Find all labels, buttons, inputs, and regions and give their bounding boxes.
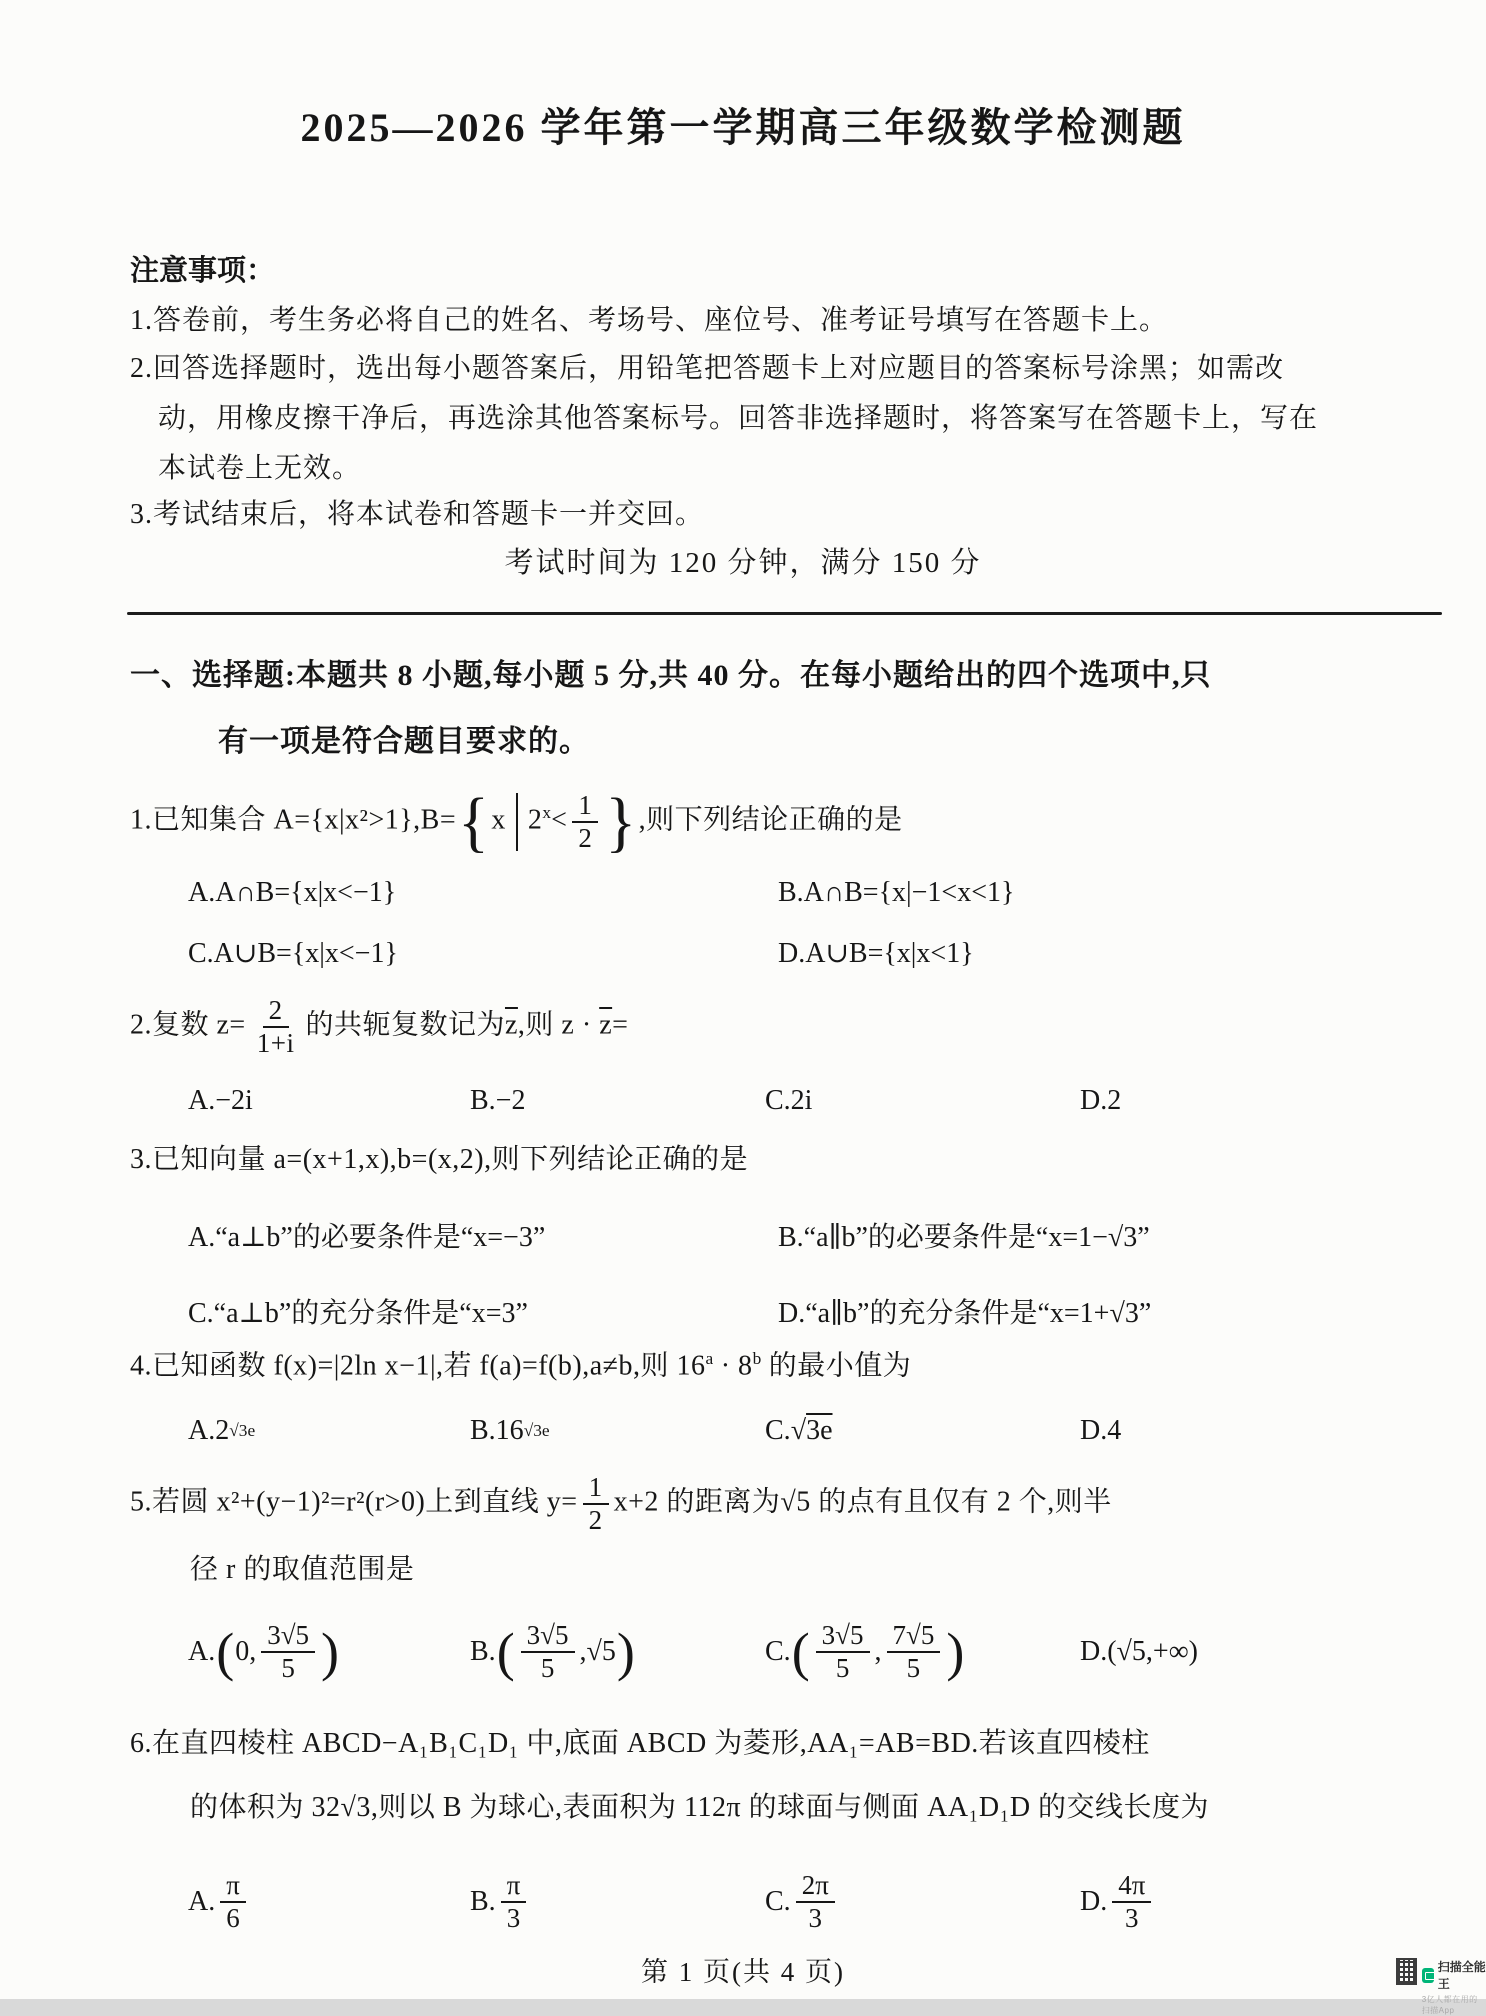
question-5-options-row	[0, 1600, 1486, 1704]
question-4-stem: 4.已知函数 f(x)=|2ln x−1|,若 f(a)=f(b),a≠b,则 $16^a \cdot 8^b$ 的最小值为	[130, 1349, 912, 1382]
question-6-stem-line1: 6.在直四棱柱 ABCD−A₁B₁C₁D₁ 中,底面 ABCD 为菱形,AA₁=AB=BD.若该直四棱柱	[130, 1728, 1150, 1759]
q5-option-d: D. (√5,+∞)	[1080, 1636, 1199, 1667]
q4-option-a: A.2 √3e	[188, 1415, 256, 1446]
notice-item-1: 1.答卷前，考生务必将自己的姓名、考场号、座位号、准考证号填写在答题卡上。	[130, 305, 1169, 336]
q2-option-c: C.2i	[765, 1085, 813, 1116]
question-6-stem-line2: 的体积为 32√3,则以 B 为球心,表面积为 112π 的球面与侧面 AA₁D₁D 的交线长度为	[190, 1792, 1210, 1823]
question-4-options-row	[0, 1408, 1486, 1454]
fraction: $\frac{1}{2}$	[572, 790, 598, 854]
z-conjugate: $\overline{z}$	[599, 1009, 613, 1041]
page-footer: 第 1 页(共 4 页)	[641, 1957, 845, 1987]
question-1-options-row-2	[0, 930, 1486, 976]
question-3-options-row-1	[0, 1212, 1486, 1258]
notice-heading: 注意事项：	[130, 255, 276, 287]
page-title: 2025—2026 学年第一学期高三年级数学检测题	[300, 105, 1186, 150]
camscanner-watermark	[1396, 1958, 1486, 2016]
question-3-options-row-2	[0, 1288, 1486, 1334]
z-conjugate: $\overline{z}$	[504, 1009, 518, 1041]
question-6-options-row	[0, 1850, 1486, 1954]
left-brace: {	[458, 784, 490, 860]
question-1-options-row-1	[0, 870, 1486, 916]
question-5-stem-line2: 径 r 的取值范围是	[190, 1554, 415, 1585]
fraction: $\frac{1}{2}$	[583, 1472, 609, 1536]
notice-item-2: 2.回答选择题时，选出每小题答案后，用铅笔把答题卡上对应题目的答案标号涂黑；如需改	[130, 353, 1285, 384]
q3-option-d: D.“a∥b”的充分条件是“x=1+√3”	[778, 1298, 1152, 1329]
camscanner-app-desc: 3亿人都在用的扫描App	[1421, 1995, 1478, 2015]
set-divider-bar	[516, 793, 518, 851]
q1-option-c: C.A∪B={x|x<−1}	[188, 938, 398, 969]
q3-option-c: C.“a⊥b”的充分条件是“x=3”	[188, 1298, 528, 1329]
q3-option-b: B.“a∥b”的必要条件是“x=1−√3”	[778, 1222, 1150, 1253]
camscanner-app-name: 扫描全能王	[1437, 1960, 1486, 1991]
question-1-stem: 1.已知集合 A={x|x²>1},B={x $2^x<$ $\frac{1}{2}$ },则下列结论正确的是	[130, 784, 903, 860]
section-divider-line	[127, 612, 1442, 615]
section-1-heading-line2: 有一项是符合题目要求的。	[218, 725, 590, 758]
section-1-heading-line1: 一、选择题:本题共 8 小题,每小题 5 分,共 40 分。在每小题给出的四个选项中,只	[130, 659, 1212, 692]
notice-item-3: 3.考试结束后，将本试卷和答题卡一并交回。	[130, 499, 705, 530]
q2-option-a: A.−2i	[188, 1085, 253, 1116]
question-2-options-row	[0, 1078, 1486, 1124]
qr-code-icon	[1396, 1958, 1417, 1985]
q4-option-b: B.16 √3e	[470, 1415, 550, 1446]
q4-option-c: C. √ 3e	[765, 1415, 833, 1446]
question-3-stem: 3.已知向量 a=(x+1,x),b=(x,2),则下列结论正确的是	[130, 1144, 749, 1175]
exam-duration-info: 考试时间为 120 分钟，满分 150 分	[504, 547, 982, 579]
q1-option-d: D.A∪B={x|x<1}	[778, 938, 974, 969]
question-5-stem-line1: 5.若圆 x²+(y−1)²=r²(r>0)上到直线 y= $\frac{1}{2}$ x+2 的距离为√5 的点有且仅有 2 个,则半	[130, 1472, 1112, 1536]
notice-item-2-cont: 动，用橡皮擦干净后，再选涂其他答案标号。回答非选择题时，将答案写在答题卡上，写在	[158, 403, 1319, 434]
q1-option-b: B.A∩B={x|−1<x<1}	[778, 877, 1015, 908]
q5-option-a: A. ( 0, $\frac{3√5}{5}$ )	[188, 1619, 340, 1683]
q6-option-d: D. $\frac{4\pi}{3}$	[1080, 1850, 1156, 1954]
q1-option-a: A.A∩B={x|x<−1}	[188, 877, 397, 908]
right-brace: }	[605, 784, 637, 860]
q5-option-c: C. ( $\frac{3√5}{5}$ , $\frac{7√5}{5}$ )	[765, 1619, 965, 1683]
notice-item-2-cont2: 本试卷上无效。	[158, 453, 362, 484]
q5-option-b: B. ( $\frac{3√5}{5}$ ,√5 )	[470, 1619, 635, 1683]
fraction: $\frac{2}{1+i}$	[256, 995, 295, 1059]
camscanner-logo-icon	[1422, 1968, 1434, 1983]
q2-option-b: B.−2	[470, 1085, 526, 1116]
q6-option-a: A. $\frac{\pi}{6}$	[188, 1850, 251, 1954]
q4-option-d: D.4	[1080, 1415, 1122, 1446]
q2-option-d: D.2	[1080, 1085, 1122, 1116]
q6-option-b: B. $\frac{\pi}{3}$	[470, 1850, 531, 1954]
question-2-stem: 2.复数 z= $\frac{2}{1+i}$ 的共轭复数记为$\overline{z}$,则 $z \cdot \overline{z}=$	[130, 995, 629, 1059]
q6-option-c: C. $\frac{2\pi}{3}$	[765, 1850, 840, 1954]
q3-option-a: A.“a⊥b”的必要条件是“x=−3”	[188, 1222, 546, 1253]
